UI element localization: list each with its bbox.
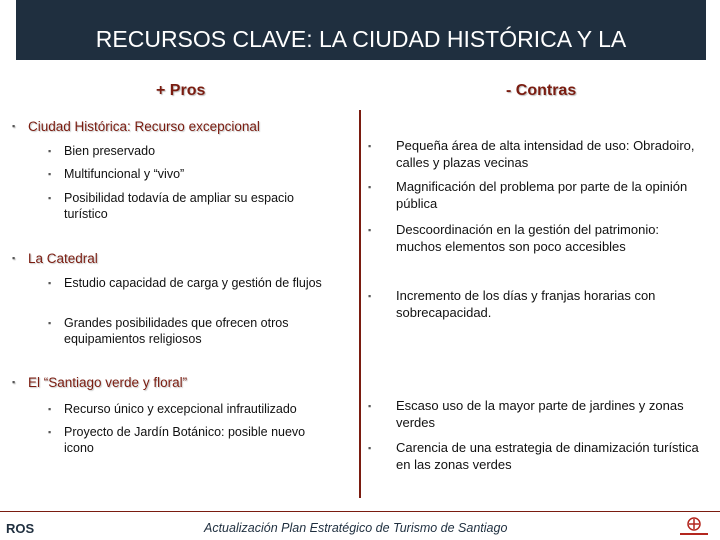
bullet-icon: ▪ — [368, 225, 372, 235]
bullet-icon: ▪ — [12, 121, 16, 131]
cons-heading: - Contras — [506, 82, 577, 99]
pro-item: ▪ Proyecto de Jardín Botánico: posible nuevo icono — [48, 425, 306, 455]
section-heading-la-catedral: ▪ La Catedral — [12, 251, 98, 266]
footer-divider — [0, 511, 720, 512]
con-item: ▪ Magnificación del problema por parte de la opinión pública — [368, 179, 688, 211]
slide-title — [16, 0, 706, 81]
section-heading-santiago-verde: ▪ El “Santiago verde y floral” — [12, 375, 188, 390]
bullet-icon: ▪ — [368, 443, 372, 453]
bullet-icon: ▪ — [48, 169, 52, 179]
pro-item: ▪ Grandes posibilidades que ofrecen otros equipamientos religiosos — [48, 316, 289, 346]
footer-caption: Actualización Plan Estratégico de Turismo de Santiago — [204, 521, 508, 535]
pro-item: ▪ Multifuncional y “vivo” — [48, 167, 185, 181]
con-item: ▪ Escaso uso de la mayor parte de jardines y zonas verdes — [368, 398, 684, 430]
bullet-icon: ▪ — [368, 141, 372, 151]
column-divider — [359, 110, 361, 498]
footer-left-label: ROS — [6, 521, 35, 536]
pros-heading: + Pros — [156, 82, 206, 99]
pro-item: ▪ Bien preservado — [48, 144, 156, 158]
pro-item: ▪ Posibilidad todavía de ampliar su espacio turístico — [48, 191, 294, 221]
section-heading-ciudad-historica: ▪ Ciudad Histórica: Recurso excepcional — [12, 119, 260, 134]
bullet-icon: ▪ — [48, 146, 52, 156]
bullet-icon: ▪ — [48, 404, 52, 414]
bullet-icon: ▪ — [48, 193, 52, 203]
con-item: ▪ Incremento de los días y franjas horarias con sobrecapacidad. — [368, 288, 656, 320]
bullet-icon: ▪ — [368, 182, 372, 192]
bullet-icon: ▪ — [48, 318, 52, 328]
con-item: ▪ Pequeña área de alta intensidad de uso: Obradoiro, calles y plazas vecinas — [368, 138, 695, 170]
pro-item: ▪ Recurso único y excepcional infrautilizado — [48, 402, 297, 416]
santiago-logo-icon — [676, 516, 712, 538]
bullet-icon: ▪ — [12, 377, 16, 387]
bullet-icon: ▪ — [12, 253, 16, 263]
slide-title-text: RECURSOS CLAVE: LA CIUDAD HISTÓRICA Y LA CATEDRAL — [95, 26, 627, 81]
bullet-icon: ▪ — [48, 427, 52, 437]
con-item: ▪ Descoordinación en la gestión del patrimonio: muchos elementos son poco accesibles — [368, 222, 660, 254]
bullet-icon: ▪ — [48, 278, 52, 288]
pro-item: ▪ Estudio capacidad de carga y gestión de flujos — [48, 276, 322, 290]
bullet-icon: ▪ — [368, 401, 372, 411]
con-item: ▪ Carencia de una estrategia de dinamización turística en las zonas verdes — [368, 440, 699, 472]
bullet-icon: ▪ — [368, 291, 372, 301]
